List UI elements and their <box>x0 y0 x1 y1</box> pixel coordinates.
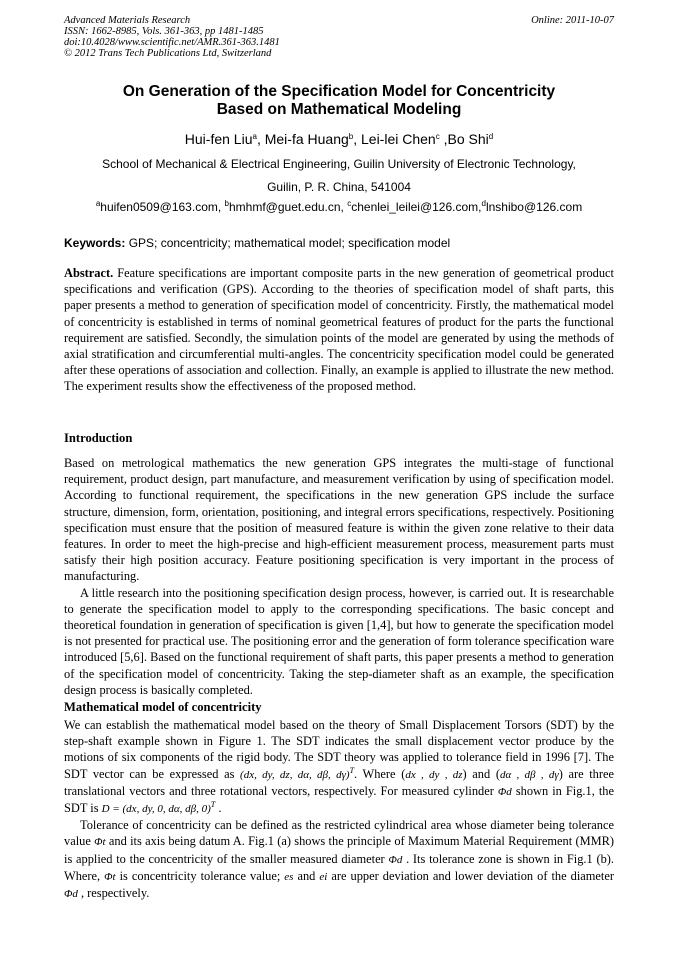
title-line-2: Based on Mathematical Modeling <box>216 101 462 118</box>
abstract <box>64 265 614 395</box>
section-heading-introduction: Introduction <box>64 431 133 445</box>
affiliation-line-2: Guilin, P. R. China, 541004 <box>267 180 411 194</box>
author-list <box>40 131 638 147</box>
paragraph: A little research into the positioning specification design process, however, is carried out. It is researchable to generate the specification model to apply to the corresponding specifications. The basic concept and theoretical foundation in generation of specification is given [1,4], but how to generate the specification model is not presented for practical use. The positioning error and the generation of form tolerance specification ware introduced [5,6]. Based on the functional requirement of shaft parts, this paper presents a method to generation of the specification model of concentricity. Taking the step-diameter shaft as an example, the specification design process is basically completed. <box>64 585 614 697</box>
abstract-label: Abstract. <box>64 266 114 280</box>
author: Mei-fa Huang$^b$, <box>264 131 361 147</box>
abstract-text: Feature specifications are important composite parts in the new generation of geometrical product specifications and verification (GPS). According to the theories of specification model of shaft parts, this paper presents a method to generation of specification model of concentricity. Firstly, the mathematical model of concentricity is established in terms of nominal geometrical features of product for the parts the functional requirement are satisfied. Secondly, the simulation points of the model are generated by using the methods of axial stratification and circumferential multi-angles. The concentricity specification model could be generated after these operations of association and collection. Finally, an example is applied to illustrate the new method. The experiment results show the effectiveness of the proposed method. <box>64 266 614 394</box>
title-line-1: On Generation of the Specification Model for Concentricity <box>122 83 556 100</box>
doi-line: doi:10.4028/www.scientific.net/AMR.361-363.1481 <box>64 37 280 48</box>
keywords-label: Keywords: <box>64 236 126 250</box>
model-body <box>64 717 614 902</box>
email-link[interactable]: huifen0509@163.com, <box>100 200 225 214</box>
affiliation-line-1: School of Mechanical & Electrical Engineering, Guilin University of Electronic Technology, <box>102 157 576 171</box>
journal-name: Advanced Materials Research <box>64 15 191 26</box>
paragraph: Based on metrological mathematics the new generation GPS integrates the multi-stage of functional requirement, product design, part manufacture, and measurement verification by using of specification model. According to functional requirement, the specifications in the new generation GPS include the surface structure, dimension, form, orientation, positioning, and integral errors specifications, respectively. Positioning specification must ensure that the position of measured feature is within the given zone relative to their data features. In order to meet the high-precise and high-efficient measurement process, measurement parts must satisfy their high position accuracy. Feature positioning specification is very important in the process of manufacturing. <box>64 456 614 584</box>
author: Bo Shi$^d$ <box>447 131 494 147</box>
keywords <box>64 236 450 250</box>
email-link[interactable]: hmhmf@guet.edu.cn, <box>228 200 348 214</box>
author: Lei-lei Chen$^c$ , <box>361 131 448 147</box>
section-heading-model: Mathematical model of concentricity <box>64 700 262 714</box>
email-link[interactable]: lnshibo@126.com <box>485 200 583 214</box>
paragraph: Tolerance of concentricity can be defined as the restricted cylindrical area whose diameter being tolerance value Φt and its axis being datum A. Fig.1 (a) shows the principle of Maximum Material Requirement (MMR) is applied to the concentricity of the smaller measured diameter Φd . Its tolerance zone is shown in Fig.1 (b). Where, Φt is concentricity tolerance value; es and ei are upper deviation and lower deviation of the diameter Φd , respectively. <box>64 818 614 901</box>
sdt-equation: D = (dx, dy, 0, dα, dβ, 0)$^T$ <box>101 800 216 816</box>
author: Hui-fen Liu$^a$, <box>184 131 265 147</box>
keywords-text: GPS; concentricity; mathematical model; specification model <box>125 236 451 250</box>
journal-metadata <box>64 15 280 59</box>
email-link[interactable]: chenlei_leilei@126.com, <box>351 200 482 214</box>
issn-line: ISSN: 1662-8985, Vols. 361-363, pp 1481-1485 <box>64 26 264 37</box>
online-date: Online: 2011-10-07 <box>531 15 614 26</box>
introduction-body <box>64 455 614 698</box>
author-emails: $^a$huifen0509@163.com, $^b$hmhmf@guet.edu.cn, $^c$chenlei_leilei@126.com,$^d$lnshibo@126.com <box>95 199 583 214</box>
paragraph: We can establish the mathematical model based on the theory of Small Displacement Torsors (SDT) by the step-shaft example shown in Figure 1. The SDT indicates the small displacement vector produce by the motions of six components of the rigid body. The SDT theory was applied to tolerance field in 1996 [7]. The SDT vector can be expressed as (dx, dy, dz, dα, dβ, dγ)$^T$. Where (dx , dy , dz) and (dα , dβ , dγ) are three translational vectors and three rotational vectors, respectively. For measured cylinder Φd shown in Fig.1, the SDT is D = (dx, dy, 0, dα, dβ, 0)$^T$ . <box>64 718 614 816</box>
sdt-vector-equation: (dx, dy, dz, dα, dβ, dγ)$^T$ <box>240 765 355 781</box>
paper-title <box>40 83 638 119</box>
copyright-line: © 2012 Trans Tech Publications Ltd, Switzerland <box>64 48 272 59</box>
